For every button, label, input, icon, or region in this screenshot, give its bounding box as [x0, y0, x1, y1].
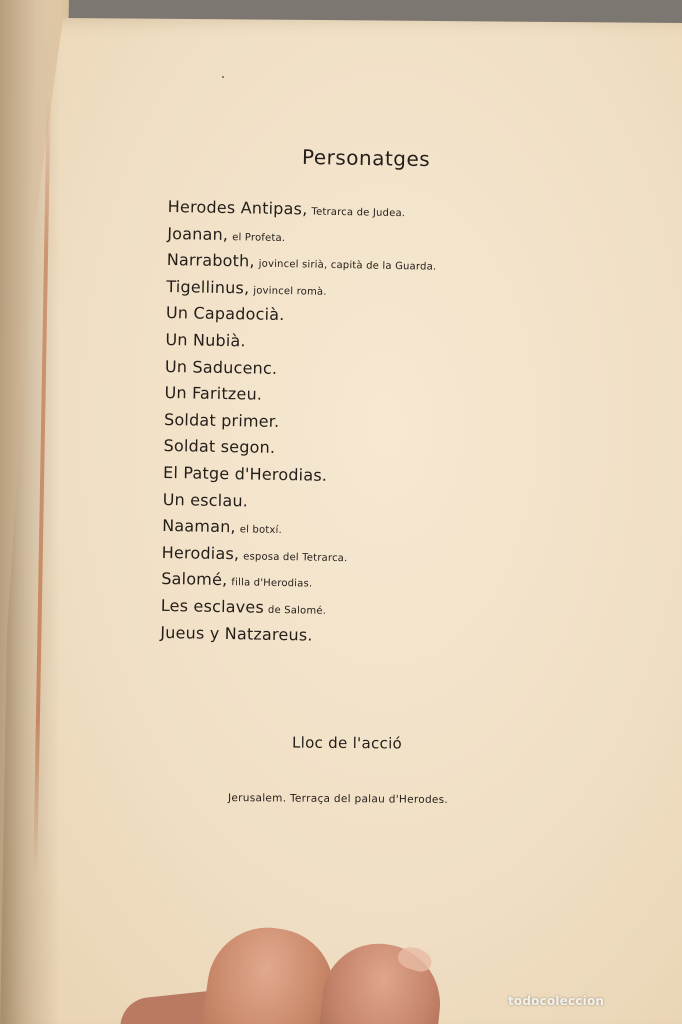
cast-name: Soldat segon. [163, 436, 276, 458]
cast-name: Herodias, [161, 542, 240, 564]
cast-item-herodes-antipas [168, 194, 438, 225]
cast-name: Jueus y Natzareus. [160, 622, 313, 645]
cast-name: Tigellinus, [166, 276, 250, 298]
setting-heading: Lloc de l'acció [291, 733, 403, 753]
page-title: Personatges [301, 144, 431, 172]
watermark-logo: todocoleccion [508, 994, 605, 1008]
cast-name: Un Faritzeu. [164, 383, 263, 404]
cast-item-nubia [165, 327, 435, 358]
cast-description: de Salomé. [267, 604, 327, 617]
cast-name: El Patge d'Herodias. [162, 462, 328, 485]
setting-description: Jerusalem. Terraça del palau d'Herodes. [227, 792, 449, 806]
cast-name: Naaman, [162, 516, 236, 537]
cast-name: Un esclau. [162, 489, 249, 510]
cast-name: Soldat primer. [163, 409, 280, 431]
cast-description: jovincel sirià, capità de la Guarda. [258, 258, 437, 273]
cast-description: filla d'Herodias. [231, 577, 313, 590]
cast-name: Herodes Antipas, [167, 196, 308, 219]
cast-name: Narraboth, [166, 250, 255, 271]
cast-description: el botxí. [239, 524, 283, 537]
cast-item-jueus [160, 619, 430, 650]
cast-name: Les esclaves [160, 595, 265, 617]
cast-name: Joanan, [167, 223, 229, 244]
cast-item-esclaves [161, 593, 431, 624]
cast-name: Un Saducenc. [164, 356, 278, 378]
cast-name: Un Capadocià. [165, 303, 285, 325]
cast-item-patge [163, 460, 433, 491]
cast-description: esposa del Tetrarca. [243, 551, 348, 564]
cast-name: Salomé, [161, 569, 228, 590]
cast-description: jovincel romà. [253, 285, 327, 298]
cast-list [160, 194, 437, 651]
cast-description: el Profeta. [232, 231, 286, 244]
cast-description: Tetrarca de Judea. [311, 206, 406, 220]
cast-name: Un Nubià. [165, 329, 246, 351]
